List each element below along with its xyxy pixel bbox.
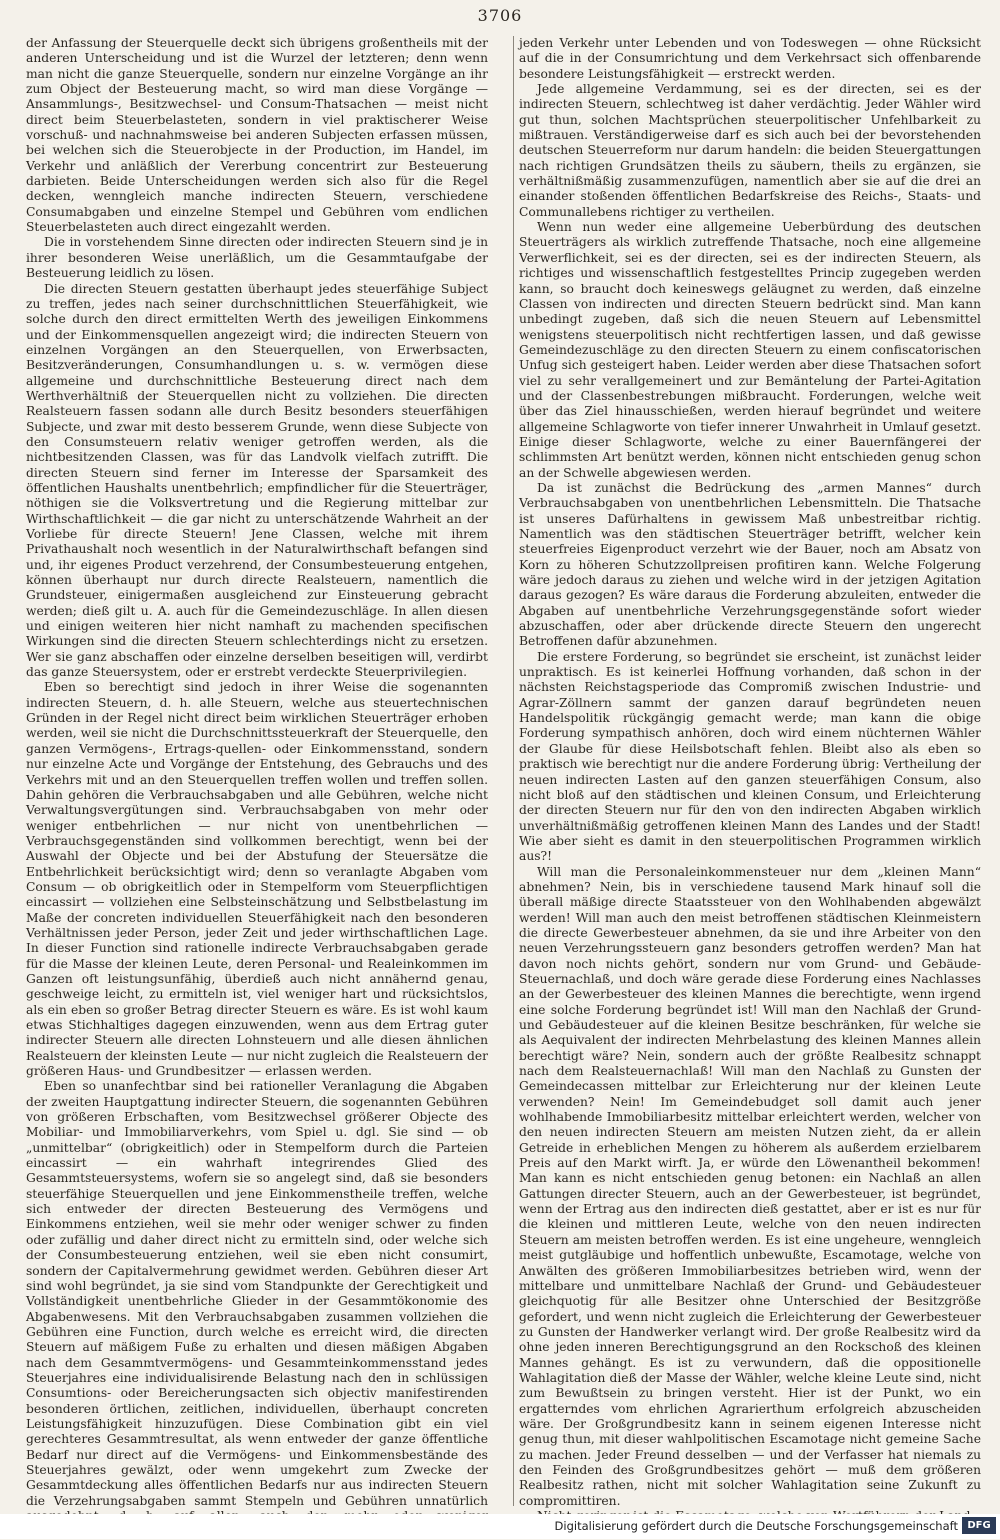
column-divider <box>513 36 514 1506</box>
footer-bar <box>0 1514 1000 1539</box>
paragraph: Eben so berechtigt sind jedoch in ihrer Weise die sogenannten indirecten Steuern, d. h. alle Steuern, welche aus steuertechnischen Gründen in der Regel nicht direct beim wirklichen Steuerträger erhoben werden, weil sie nicht die Durchschnittssteuerkraft der Steuerquelle, den ganzen Vermögens-, Ertrags-quellen- oder Einkommensstand, sondern nur einzelne Acte und Vorgänge der Entstehung, des Gebrauchs und des Verkehrs mit und an den Steuerquellen treffen wollen und treffen sollen. Dahin gehören die Verbrauchsabgaben und alle Gebühren, welche nicht Verwaltungsvergütungen sind. Verbrauchsabgaben von mehr oder weniger entbehrlichen — nur nicht von unentbehrlichen — Verbrauchsgegenständen sind vollkommen berechtigt, wenn bei der Auswahl der Objecte und bei der Abstufung der Steuersätze die Entbehrlichkeit berücksichtigt wird; denn so veranlagte Abgaben vom Consum — ob obrigkeitlich oder in Stempelform vom Steuerpflichtigen eincassirt — vollziehen eine Selbsteinschätzung und Selbstbelastung im Maße der concreten individuellen Steuerfähigkeit nach den besonderen Verhältnissen jeder Person, jeder Zeit und jeder wirthschaftlichen Lage. In dieser Function sind rationelle indirecte Verbrauchsabgaben gerade für die Masse der kleinen Leute, deren Personal- und Realeinkommen im Ganzen oft leistungsunfähig, überdieß auch nicht annähernd genau, geschweige leicht, zu ermitteln ist, viel weniger hart und rücksichtslos, als ein eben so großer Betrag directer Steuern es wäre. Es ist wohl kaum etwas Stichhaltiges dagegen einzuwenden, wenn aus dem Ertrag guter indirecter Steuern alle directen Lohnsteuern und alle diesen ähnlichen Realsteuern der kleinsten Leute — nur nicht zugleich die Realsteuern der größeren Haus- und Grundbesitzer — erlassen werden. <box>26 680 488 1079</box>
right-column <box>519 36 981 1506</box>
dfg-logo: DFG <box>962 1517 996 1534</box>
paragraph: Die in vorstehendem Sinne directen oder indirecten Steuern sind je in ihrer besonderen Weise unerläßlich, um die Gesammtaufgabe der Besteuerung leidlich zu lösen. <box>26 235 488 281</box>
funding-credit: Digitalisierung gefördert durch die Deutsche Forschungsgemeinschaft <box>554 1519 958 1533</box>
paragraph: Will man die Personaleinkommensteuer nur dem „kleinen Mann“ abnehmen? Nein, bis in verschiedene tausend Mark hinauf soll die überall mäßige directe Staatssteuer von den Wohlhabenden abgewälzt werden! Will man auch den meist betroffenen städtischen Kleinmeistern die directe Gewerbesteuer abnehmen, da sie und ihre Arbeiter von den neuen Verzehrungssteuern ganz besonders getroffen werden? Man hat davon noch nichts gehört, sondern nur vom Grund- und Gebäude-Steuernachlaß, und doch wäre gerade diese Forderung eines Nachlasses an der Gewerbesteuer des kleinen Mannes die berechtigte, wenn irgend eine solche Forderung begründet ist! Will man den Nachlaß der Grund- und Gebäudesteuer auf die kleinen Besitze beschränken, für welche sie als Aequivalent der indirecten Mehrbelastung des kleinen Mannes allein berechtigt wäre? Nein, sondern auch der größte Realbesitz schnappt nach dem Realsteuernachlaß! Will man den Nachlaß zu Gunsten der Gemeindecassen mittelbar zur Erleichterung nur der kleinen Leute verwenden? Nein! Im Gemeindebudget soll damit auch jener wohlhabende Immobiliarbesitz mittelbar erleichtert werden, welcher von den neuen indirecten Steuern am meisten Nutzen zieht, da er allein Getreide in erheblichen Mengen zu höherem als außerdem erzielbarem Preis auf den Markt wirft. Ja, er würde den Löwenantheil bekommen! Man kann es nicht entschieden genug betonen: ein Nachlaß an allen Gattungen directer Steuern, auch an der Gewerbesteuer, ist begründet, wenn der Ertrag aus den indirecten dieß gestattet, aber er ist es nur für die kleinen und mittleren Leute, welche von den neuen indirecten Steuern am meisten betroffen werden. Es ist eine ungeheure, wenngleich meist gutgläubige und hoffentlich unbewußte, Escamotage, welche von Anwälten des größeren Immobiliarbesitzes betrieben wird, wenn der mittelbare und unmittelbare Nachlaß der Grund- und Gebäudesteuer gleichquotig für alle Besitzer ohne Unterschied der Besitzgröße gefordert, und wenn nicht zugleich die Erleichterung der Gewerbesteuer zu Gunsten der Handwerker verlangt wird. Der große Realbesitz wird da ohne jeden inneren Berechtigungsgrund an den Rockschoß des kleinen Mannes gehängt. Es ist zu verwundern, daß die oppositionelle Wahlagitation dieß der Masse der Wähler, welche kleine Leute sind, nicht zum Bewußtsein zu bringen versteht. Hier ist der Punkt, wo ein ergatterndes vom ehrlichen Agrarierthum erfolgreich abzuscheiden wäre. Der Großgrundbesitz kann in seinem eigenen Interesse nicht genug thun, mit dieser wahlpolitischen Escamotage nicht gemeine Sache zu machen. Jeder Freund desselben — und der Verfasser hat niemals zu den Feinden des Großgrundbesitzes gehört — muß dem größeren Realbesitz rathen, nicht mit solcher Wahlagitation seine Zukunft zu compromittiren. <box>519 864 981 1508</box>
paragraph: Die erstere Forderung, so begründet sie erscheint, ist zunächst leider unpraktisch. Es ist keinerlei Hoffnung vorhanden, daß schon in der nächsten Reichstagsperiode das Compromiß zwischen Industrie- und Agrar-Zöllnern sammt der ganzen darauf begründeten neuen Handelspolitik rückgängig gemacht werde; man kann die obige Forderung sympathisch anhören, doch wird einem nüchternen Wähler der Glaube für diese Heilsbotschaft fehlen. Bleibt also als eben so praktisch wie berechtigt nur die andere Forderung übrig: Vertheilung der neuen indirecten Lasten auf den ganzen steuerfähigen Consum, also nicht bloß auf den städtischen und kleinen Consum, und Erleichterung der directen Steuern nur für den von den indirecten Abgaben wirklich unverhältnißmäßig getroffenen kleinen Mann des Landes und der Stadt! Wie aber sieht es damit in den steuerpolitischen Programmen wirklich aus?! <box>519 649 981 864</box>
text-columns <box>26 36 981 1506</box>
paragraph: Wenn nun weder eine allgemeine Ueberbürdung des deutschen Steuerträgers als wirklich zutreffende Thatsache, noch eine allgemeine Verwerflichkeit, sei es der directen, sei es der indirecten Steuern, als richtiges und wissenschaftlich festgestelltes Princip zugegeben werden kann, so braucht doch keineswegs geläugnet zu werden, daß einzelne Classen von indirecten und directen Steuern bedrückt sind. Man kann unbedingt zugeben, daß sich die neuen Steuern auf Lebensmittel wenigstens steuerpolitisch nicht rechtfertigen lassen, und daß gewisse Gemeindezuschläge zu den directen Steuern zu einem confiscatorischen Unfug sich gesteigert haben. Leider werden aber diese Thatsachen sofort viel zu sehr verallgemeinert und zur Bemäntelung der Partei-Agitation und der Classenbestrebungen mißbraucht. Forderungen, welche weit über das Ziel hinausschießen, werden hierauf begründet und weitere allgemeine Schlagworte von tiefer innerer Unwahrheit in Umlauf gesetzt. Einige dieser Schlagworte, welche zu einer Bauernfängerei der schlimmsten Art benützt werden, können nicht entschieden genug schon an der Schwelle abgewiesen werden. <box>519 220 981 480</box>
paragraph: Die directen Steuern gestatten überhaupt jedes steuerfähige Subject zu treffen, jedes nach seiner durchschnittlichen Steuerfähigkeit, wie solche durch den direct ermittelten Werth des jeweiligen Einkommens und der Einkommensquellen angezeigt wird; die indirecten Steuern von einzelnen Vorgängen an den Steuerquellen, von Erwerbsacten, Besitzveränderungen, Consumhandlungen u. s. w. vermögen diese allgemeine und durchschnittliche Besteuerung direct nach dem Werthverhältniß der Steuerquellen nicht zu vollziehen. Die directen Realsteuern fassen sodann alle durch Besitz besonders steuerfähigen Subjecte, und zwar mit desto besserem Grunde, wenn diese Subjecte von den Consumsteuern relativ weniger getroffen werden, als die nichtbesitzenden Classen, was für das Landvolk vielfach zutrifft. Die directen Steuern sind ferner im Interesse der Sparsamkeit des öffentlichen Haushalts unentbehrlich; empfindlicher für die Steuerträger, nöthigen sie die Volksvertretung und die Regierung mittelbar zur Wirthschaftlichkeit — die gar nicht zu unterschätzende Wahrheit an der Vorliebe für directe Steuern! Jene Classen, welche mit ihrem Privathaushalt noch wesentlich in der Naturalwirthschaft befangen sind und, ihr eigenes Product verzehrend, der Consumbesteuerung entgehen, können überhaupt nur durch directe Realsteuern, namentlich die Grundsteuer, einigermaßen ausgleichend zur Einsteuerung gebracht werden; dieß gilt u. A. auch für die Gemeindezuschläge. In allen diesen und einigen weiteren hier nicht namhaft zu machenden specifischen Wirkungen sind die directen Steuern schlechterdings nicht zu ersetzen. Wer sie ganz abschaffen oder einzelne derselben beseitigen will, verdirbt das ganze Steuersystem, oder er erstrebt verdeckte Steuerprivilegien. <box>26 281 488 680</box>
paragraph: der Anfassung der Steuerquelle deckt sich übrigens großentheils mit der anderen Unterscheidung und ist die Wurzel der letzteren; denn wenn man nicht die ganze Steuerquelle, sondern nur einzelne Vorgänge an ihr zum Object der Besteuerung macht, so wird man diese Vorgänge — Ansammlungs-, Besitzwechsel- und Consum-Thatsachen — meist nicht direct beim Steuerbelasteten, sondern in viel praktischerer Weise vorschuß- und nachnahmsweise bei anderen Subjecten erfassen müssen, bei welchen sich die Steuerobjecte in der Production, im Handel, im Verkehr und anläßlich der Vererbung concentrirt zur Besteuerung darbieten. Beide Unterscheidungen werden sich also für die Regel decken, wenngleich manche indirecten Steuern, verschiedene Consumabgaben und einzelne Stempel und Gebühren vom endlichen Steuerbelasteten auch direct eingezahlt werden. <box>26 36 488 235</box>
paragraph: jeden Verkehr unter Lebenden und von Todeswegen — ohne Rücksicht auf die in der Consumrichtung und dem Verkehrsact sich offenbarende besondere Leistungsfähigkeit — erstreckt werden. <box>519 36 981 81</box>
page-number: 3706 <box>477 6 523 25</box>
left-column <box>26 36 488 1506</box>
paragraph: Eben so unanfechtbar sind bei rationeller Veranlagung die Abgaben der zweiten Hauptgattung indirecter Steuern, die sogenannten Gebühren von größeren Erbschaften, vom Besitzwechsel größerer Objecte des Mobiliar- und Immobiliarverkehrs, vom Spiel u. dgl. Sie sind — ob „unmittelbar“ (obrigkeitlich) oder in Stempelform durch die Parteien eincassirt — ein wahrhaft integrirendes Glied des Gesammtsteuersystems, wofern sie so angelegt sind, daß sie besonders steuerfähige Steuerquellen und jene Einkommenstheile treffen, welche sich entweder der directen Besteuerung des Vermögens und Einkommens entziehen, weil sie mehr oder weniger schwer zu finden oder zufällig und daher direct nicht zu ermitteln sind, oder welche sich der Consumbesteuerung entziehen, weil sie eben nicht consumirt, sondern der Capitalvermehrung gewidmet werden. Gebühren dieser Art sind wohl begründet, ja sie sind vom Standpunkte der Gerechtigkeit und Vollständigkeit unentbehrliche Glieder in der Gesammtökonomie des Abgabenwesens. Mit den Verbrauchsabgaben zusammen vollziehen die Gebühren eine Function, durch welche es erreicht wird, die directen Steuern auf mäßigem Fuße zu erhalten und diesen mäßigen Abgaben nach dem Gesammtvermögens- und Gesammteinkommensstand jedes Steuerjahres eine individualisirende Belastung nach den in schlüssigen Consumtions- oder Bereicherungsacten sich objectiv manifestirenden besonderen örtlichen, zeitlichen, individuellen, überhaupt concreten Leistungsfähigkeit hinzuzufügen. Diese Combination gibt ein viel gerechteres Gesammtresultat, als wenn entweder der ganze öffentliche Bedarf nur direct auf die Vermögens- und Einkommensbestände des Steuerjahres gewälzt, oder wenn umgekehrt zum Zwecke der Gesammtdeckung alles öffentlichen Bedarfs nur aus indirecten Steuern die Verzehrungsabgaben sammt Stempeln und Gebühren unnatürlich <box>26 1079 488 1508</box>
paragraph: Jede allgemeine Verdammung, sei es der directen, sei es der indirecten Steuern, schlechtweg ist daher verdächtig. Jeder Wähler wird gut thun, solchen Machtsprüchen steuerpolitischer Unfehlbarkeit zu mißtrauen. Verständigerweise darf es sich auch bei der bevorstehenden deutschen Steuerreform nur darum handeln: die beiden Steuergattungen nach richtigen Grundsätzen theils zu säubern, theils zu ergänzen, sie verhältnißmäßig zusammenzufügen, namentlich aber sie auf die drei an einander stoßenden öffentlichen Bedarfskreise des Reichs-, Staats- und Communallebens richtiger zu vertheilen. <box>519 82 981 219</box>
paragraph: Da ist zunächst die Bedrückung des „armen Mannes“ durch Verbrauchsabgaben von unentbehrlichen Lebensmitteln. Die Thatsache ist unseres Dafürhaltens in gewissem Maß unbestreitbar richtig. Namentlich was den städtischen Steuerträger betrifft, welcher kein steuerfreies Eigenproduct verzehrt wie der Bauer, noch am Absatz von Korn zu höheren Schutzzollpreisen profitiren kann. Welche Folgerung wäre jedoch daraus zu ziehen und welche wird in der jetzigen Agitation daraus gezogen? Es wäre daraus die Forderung abzuleiten, entweder die Abgaben auf unentbehrliche Verzehrungsgegenstände sofort wieder abzuschaffen, oder aber drückende directe Steuern den ungerecht Betroffenen dafür abzunehmen. <box>519 480 981 649</box>
